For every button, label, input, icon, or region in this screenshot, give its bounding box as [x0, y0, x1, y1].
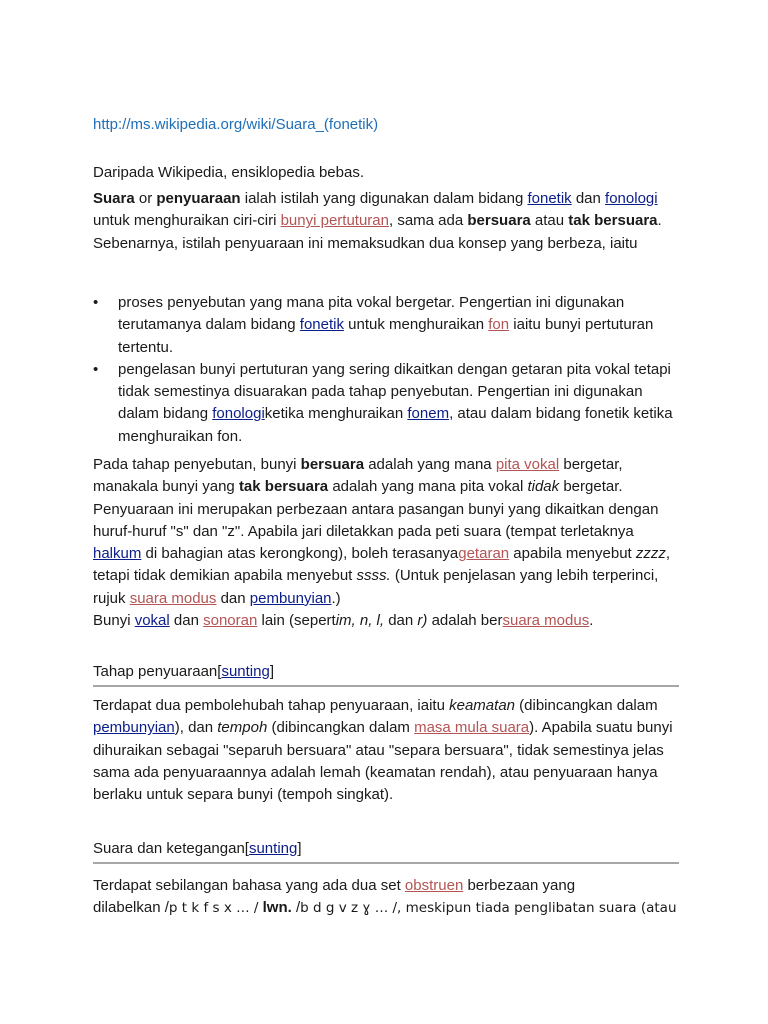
link-sonoran[interactable]: sonoran: [203, 612, 258, 630]
term-penyuaraan: penyuaraan: [156, 190, 241, 207]
bullet-marker: •: [93, 294, 99, 311]
paragraph-tahap: Terdapat dua pembolehubah tahap penyuaraan, iaitu keamatan (dibincangkan dalam pembunyian), dan tempoh (dibincangkan dalam masa mula suara). Apabila suatu bunyi dihuraikan sebagai "separuh bersuara" atau "separa bersuara", tidak semestinya jelas sama ada penyuaraannya adalah lemah (keamatan rendah), atau penyuaraan hanya berlaku untuk separa bunyi (tempoh singkat).: [93, 697, 673, 804]
link-fonem[interactable]: fonem: [407, 405, 450, 423]
link-pita-vokal[interactable]: pita vokal: [495, 456, 560, 473]
paragraph-ketegangan: Terdapat sebilangan bahasa yang ada dua set obstruen berbezaan yang dilabelkan /p t k f s x … / lwn. /b d g v z ɣ … /, meskipun tiada penglibatan suara (atau: [93, 877, 677, 917]
paragraph-definition: Suara or penyuaraan ialah istilah yang digunakan dalam bidang fonetik dan fonologi untuk menghuraikan ciri-ciri bunyi pertuturan, sama ada bersuara atau tak bersuara. Sebenarnya, istilah penyuaraan ini memaksudkan dua konsep yang berbeza, iaitu: [93, 190, 662, 252]
link-fonologi[interactable]: fonologi: [212, 405, 265, 423]
bullet-marker: •: [93, 360, 99, 378]
ipa-voiceless-set: p t k f s x … /: [168, 900, 259, 917]
edit-link[interactable]: sunting: [248, 840, 298, 857]
link-obstruen[interactable]: obstruen: [404, 877, 464, 894]
definition-list: [93, 292, 683, 448]
link-fonetik[interactable]: fonetik: [527, 190, 572, 207]
link-pembunyian[interactable]: pembunyian: [93, 719, 175, 737]
link-vokal[interactable]: vokal: [134, 612, 170, 630]
link-fonetik[interactable]: fonetik: [299, 316, 344, 334]
list-item: • pengelasan bunyi pertuturan yang sering dikaitkan dengan getaran pita vokal tetapi tidak semestinya disuarakan pada tahap penyebutan. Pengertian ini digunakan dalam bidang fonologiketika menghuraikan fonem, atau dalam bidang fonetik ketika menghuraikan fon.: [93, 360, 673, 445]
link-getaran[interactable]: getaran: [458, 545, 510, 563]
list-item: • proses penyebutan yang mana pita vokal bergetar. Pengertian ini digunakan terutamanya dalam bidang fonetik untuk menghuraikan fon iaitu bunyi pertuturan tertentu.: [93, 294, 654, 356]
edit-link[interactable]: sunting: [221, 663, 270, 680]
link-fon[interactable]: fon: [488, 316, 510, 334]
term-tak-bersuara: tak bersuara: [238, 478, 329, 496]
section-heading-tahap: Tahap penyuaraan[sunting]: [93, 662, 679, 687]
link-halkum[interactable]: halkum: [93, 545, 142, 563]
term-bersuara: bersuara: [467, 212, 531, 230]
link-pembunyian[interactable]: pembunyian: [249, 589, 332, 607]
link-bunyi-pertuturan[interactable]: bunyi pertuturan: [280, 212, 389, 230]
term-tak-bersuara: tak bersuara: [568, 212, 658, 230]
link-fonologi[interactable]: fonologi: [605, 190, 658, 207]
term-bersuara: bersuara: [300, 456, 365, 473]
link-suara-modus[interactable]: suara modus: [129, 589, 217, 607]
term-suara: Suara: [93, 190, 135, 207]
source-url[interactable]: http://ms.wikipedia.org/wiki/Suara_(fonetik): [93, 116, 379, 133]
intro-line: Daripada Wikipedia, ensiklopedia bebas.: [93, 164, 364, 181]
link-masa-mula-suara[interactable]: masa mula suara: [414, 719, 530, 737]
paragraph-articulation: Pada tahap penyebutan, bunyi bersuara adalah yang mana pita vokal bergetar, manakala bunyi yang tak bersuara adalah yang mana pita vokal tidak bergetar. Penyuaraan ini merupakan perbezaan antara pasangan bunyi yang dikaitkan dengan huruf-huruf "s" dan "z". Apabila jari diletakkan pada peti suara (tempat terletaknya halkum di bahagian atas kerongkong), boleh terasanyagetaran apabila menyebut zzzz, tetapi tidak demikian apabila menyebut ssss. (Untuk penjelasan yang lebih terperinci, rujuk suara modus dan pembunyian.) Bunyi vokal dan sonoran lain (sepertim, n, l, dan r) adalah bersuara modus.: [93, 456, 671, 630]
section-heading-ketegangan: Suara dan ketegangan[sunting]: [93, 839, 679, 864]
link-suara-modus[interactable]: suara modus: [502, 612, 590, 630]
ipa-voiced-set: b d g v z ɣ … /, meskipun tiada penglibatan suara (atau: [300, 900, 677, 917]
